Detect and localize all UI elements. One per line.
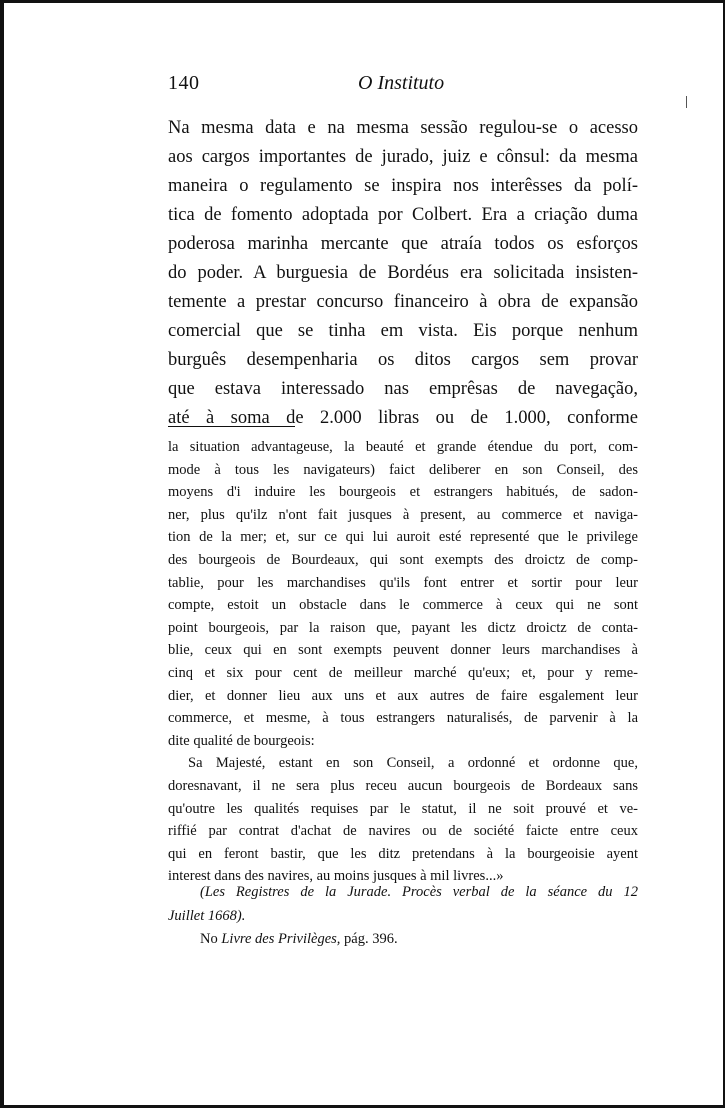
footnote-line: dite qualité de bourgeois: [168,732,315,749]
body-line: poderosa marinha mercante que atraía todos os esforços [168,234,638,254]
footnote-line: interest dans des navires, au moins jusques à mil livres...» [168,868,504,885]
body-line: do poder. A burguesia de Bordéus era solicitada insisten- [168,263,638,283]
footnote-line: la situation advantageuse, la beauté et grande étendue du port, com- [168,439,638,455]
body-line: burguês desempenharia os ditos cargos sem provar [168,350,638,370]
footnote-line: blie, ceux qui en sont exempts peuvent donner leurs marchandises à [168,642,638,659]
footnote-line: des bourgeois de Bourdeaux, qui sont exempts des droictz de comp- [168,551,638,568]
footnote-line: ner, plus qu'ilz n'ont fait jusques à present, au commerce et naviga- [168,506,638,523]
footnote-line: tablie, pour les marchandises qu'ils font entrer et sortir pour leur [168,574,638,591]
page-number: 140 [168,72,200,94]
footnote-line: tion de la mer; et, sur ce qui lui auroit esté representé que le privilege [168,529,638,546]
footnote-line: doresnavant, il ne sera plus receu aucun bourgeois de Bordeaux sans [168,777,638,794]
body-line: aos cargos importantes de jurado, juiz e cônsul: da mesma [168,147,638,167]
footnote-block [168,436,638,888]
main-paragraph [168,114,638,433]
source-prefix: No [200,931,218,947]
footnote-line: dier, et donner lieu aux uns et aux autres de faire esgalement leur [168,687,638,704]
body-line: comercial que se tinha em vista. Eis porque nenhum [168,321,638,341]
footnote-line: compte, estoit un obstacle dans le commerce à ceux qui ne sont [168,597,638,614]
page-header [168,72,588,98]
body-line: que estava interessado nas emprêsas de navegação, [168,379,638,399]
running-title: O Instituto [358,72,445,94]
body-line: maneira o regulamento se inspira nos interêsses da polí- [168,176,638,196]
footnote-line: cinq et six pour cent de meilleur marché qu'eux; et, pour y reme- [168,664,638,681]
citation-line: (Les Registres de la Jurade. Procès verbal de la séance du 12 [200,884,638,900]
body-line: até à soma de 2.000 libras ou de 1.000, conforme [168,408,638,428]
source-page: pág. 396. [344,931,398,947]
footnote-line: qu'outre les qualités requises par le statut, il ne soit prouvé et ve- [168,800,638,817]
source-title: Livre des Privilèges, [221,931,341,947]
body-line: tica de fomento adoptada por Colbert. Era a criação duma [168,205,638,225]
margin-mark [686,96,687,108]
body-line: temente a prestar concurso financeiro à obra de expansão [168,292,638,312]
footnote-line: riffié par contrat d'achat de navires ou de société faicte entre ceux [168,823,638,840]
footnote-line: commerce, et mesme, à tous estrangers naturalisés, de parvenir à la [168,710,638,727]
footnote-line: Sa Majesté, estant en son Conseil, a ordonné et ordonne que, [188,755,638,772]
citation-line: Juillet 1668). [168,908,246,924]
footnote-line: moyens d'i induire les bourgeois et estrangers habitués, de sadon- [168,484,638,501]
footnote-line: qui en feront bastir, que les ditz pretendans à la bourgeoisie ayent [168,845,638,862]
source-reference [200,927,398,951]
footnote-line: mode à tous les navigateurs) faict deliberer en son Conseil, des [168,461,638,478]
citation [168,880,638,928]
footnote-line: point bourgeois, par la raison que, payant les dictz droictz de conta- [168,619,638,636]
body-line: Na mesma data e na mesma sessão regulou-se o acesso [168,118,638,138]
footnote-rule [168,426,295,427]
